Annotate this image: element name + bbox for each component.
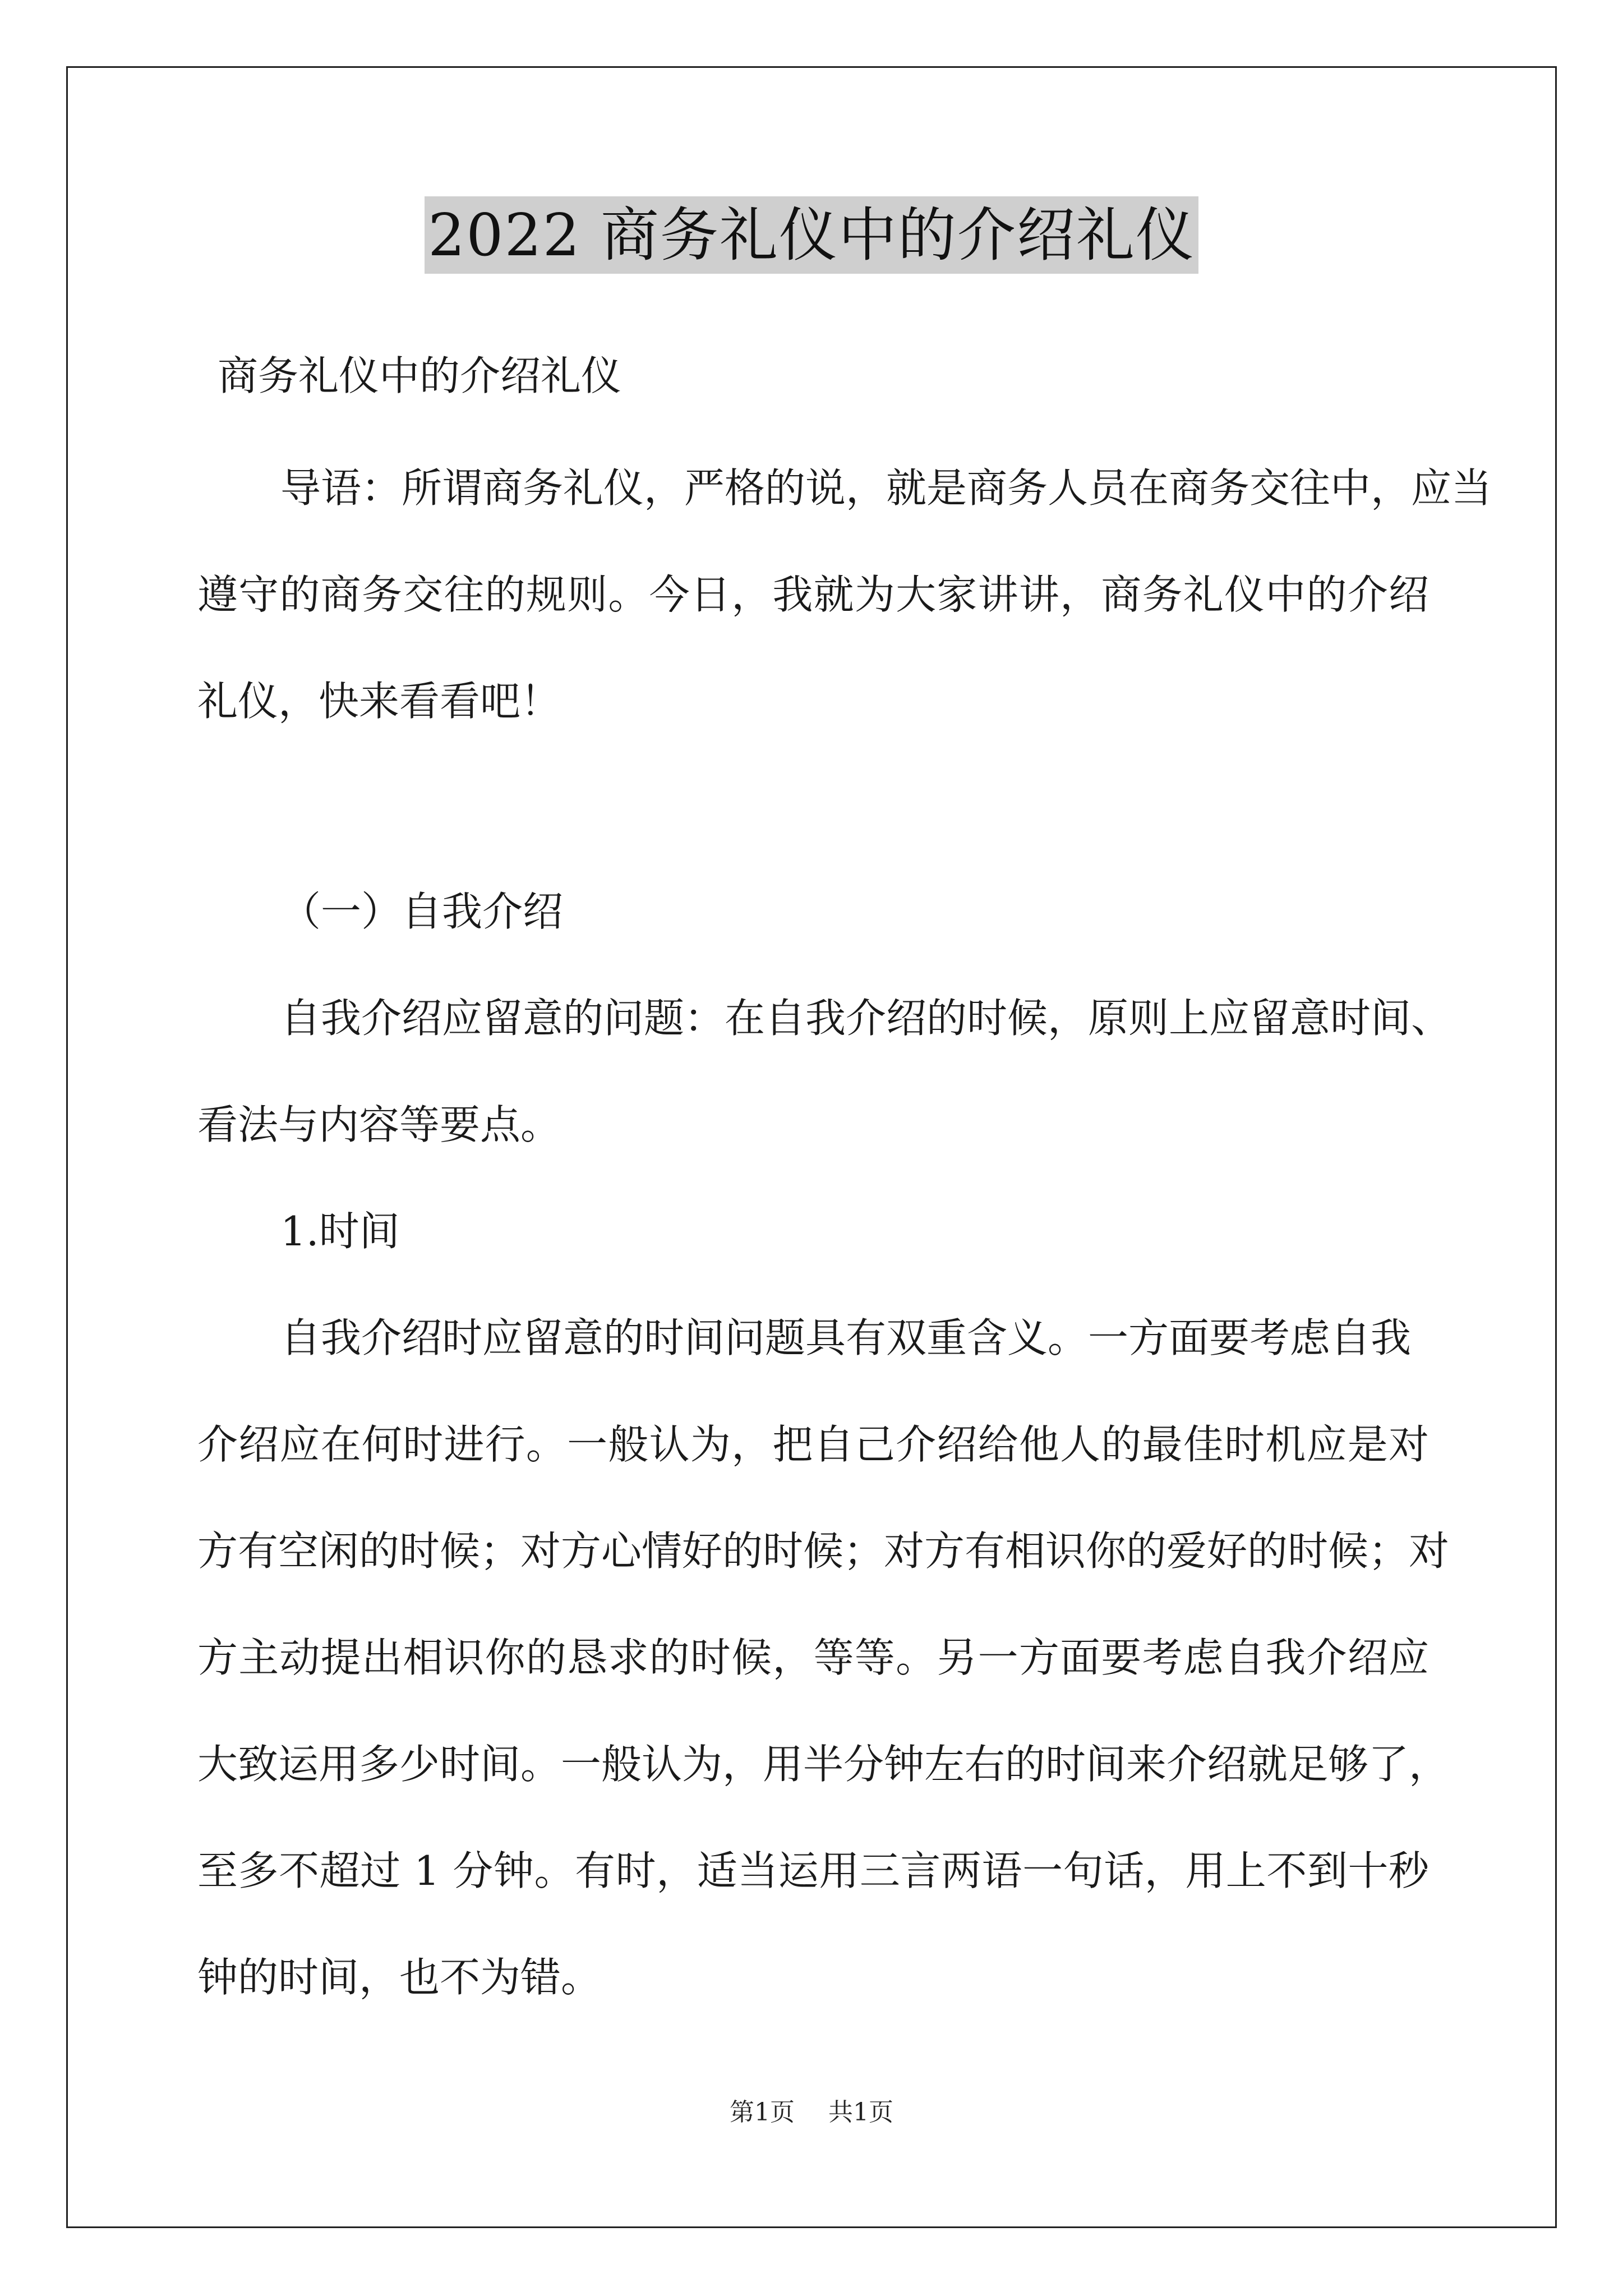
section-intro-line-1: 自我介绍应留意的问题：在自我介绍的时候，原则上应留意时间、 (280, 995, 1452, 1042)
document-title: 2022 商务礼仪中的介绍礼仪 (425, 196, 1198, 274)
time-paragraph-line-5: 大致运用多少时间。一般认为，用半分钟左右的时间来介绍就足够了， (197, 1741, 1450, 1788)
time-paragraph-line-3: 方有空闲的时候；对方心情好的时候；对方有相识你的爱好的时候；对 (197, 1527, 1450, 1575)
page-number: 第1页 (730, 2098, 795, 2127)
page-footer (0, 2097, 1623, 2128)
page-total: 共1页 (828, 2098, 893, 2127)
time-paragraph-line-2: 介绍应在何时进行。一般认为，把自己介绍给他人的最佳时机应是对 (197, 1421, 1429, 1468)
title-container (0, 196, 1623, 274)
time-paragraph-line-1: 自我介绍时应留意的时间问题具有双重含义。一方面要考虑自我 (280, 1314, 1412, 1361)
section-heading: （一）自我介绍 (280, 888, 564, 935)
section-intro-line-2: 看法与内容等要点。 (197, 1101, 561, 1148)
intro-line-1: 导语：所谓商务礼仪，严格的说，就是商务人员在商务交往中，应当 (280, 464, 1492, 512)
intro-line-2: 遵守的商务交往的规则。今日，我就为大家讲讲，商务礼仪中的介绍 (197, 571, 1429, 618)
time-paragraph-line-7: 钟的时间，也不为错。 (197, 1954, 602, 2001)
subsection-heading: 1.时间 (280, 1208, 400, 1255)
time-paragraph-line-4: 方主动提出相识你的恳求的时候，等等。另一方面要考虑自我介绍应 (197, 1634, 1429, 1681)
document-subtitle: 商务礼仪中的介绍礼仪 (218, 352, 622, 399)
intro-line-3: 礼仪，快来看看吧！ (197, 678, 561, 725)
time-paragraph-line-6: 至多不超过 1 分钟。有时，适当运用三言两语一句话，用上不到十秒 (197, 1847, 1429, 1894)
